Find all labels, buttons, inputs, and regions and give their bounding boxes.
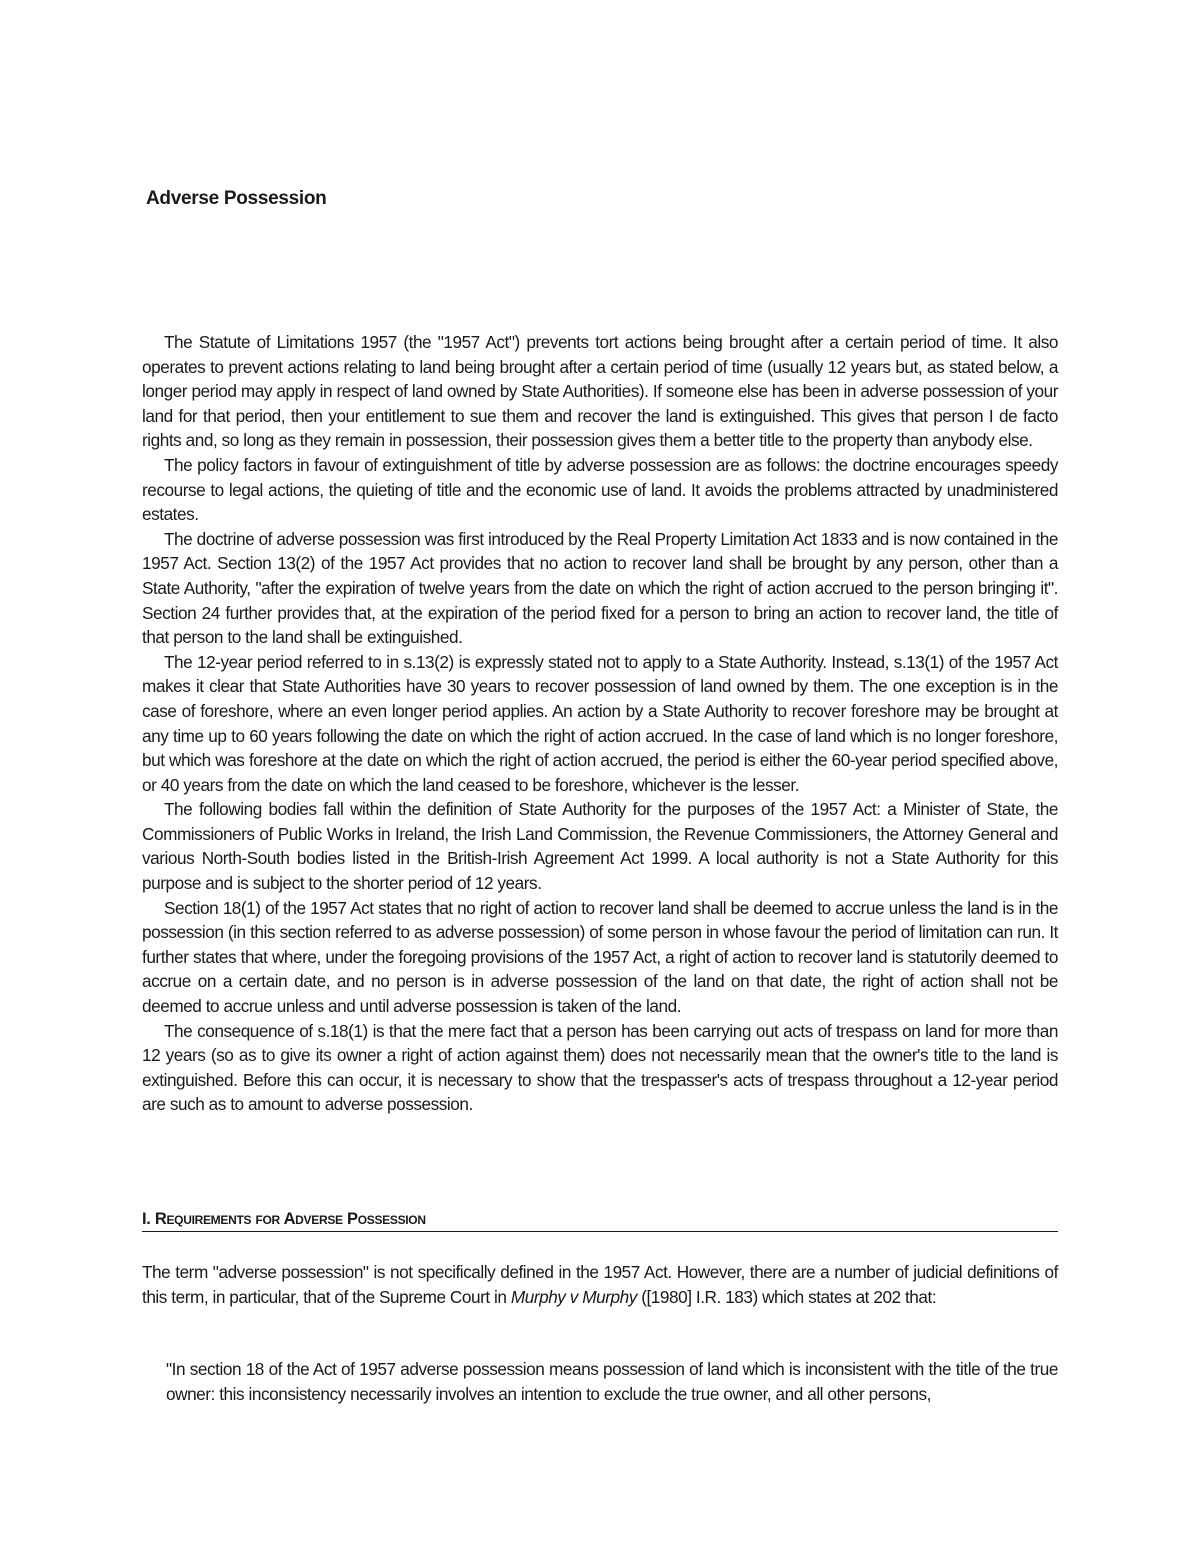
section-heading: I. Requirements for Adverse Possession <box>142 1210 1058 1232</box>
section-intro-paragraph <box>142 1260 1058 1309</box>
paragraph: The Statute of Limitations 1957 (the "1957 Act") prevents tort actions being brought after a certain period of time. It also operates to prevent actions relating to land being brought after a certain period of time (usually 12 years but, as stated below, a longer period may apply in respect of land owned by State Authorities). If someone else has been in adverse possession of your land for that period, then your entitlement to sue them and recover the land is extinguished. This gives that person I de facto rights and, so long as they remain in possession, their possession gives them a better title to the property than anybody else. <box>142 332 1058 451</box>
paragraph: The following bodies fall within the definition of State Authority for the purposes of the 1957 Act: a Minister of State, the Commissioners of Public Works in Ireland, the Irish Land Commission, the Revenue Commissioners, the Attorney General and various North-South bodies listed in the British-Irish Agreement Act 1999. A local authority is not a State Authority for this purpose and is subject to the shorter period of 12 years. <box>142 799 1058 894</box>
document-body <box>142 330 1058 1117</box>
paragraph: The policy factors in favour of extinguishment of title by adverse possession are as follows: the doctrine encourages speedy recourse to legal actions, the quieting of title and the economic use of land. It avoids the problems attracted by unadministered estates. <box>142 454 1058 525</box>
page-title: Adverse Possession <box>146 188 327 209</box>
paragraph: The doctrine of adverse possession was first introduced by the Real Property Limitation Act 1833 and is now contained in the 1957 Act. Section 13(2) of the 1957 Act provides that no action to recover land shall be brought by any person, other than a State Authority, "after the expiration of twelve years from the date on which the right of action accrued to the person bringing it". Section 24 further provides that, at the expiration of the period fixed for a person to bring an action to recover land, the title of that person to the land shall be extinguished. <box>142 528 1058 648</box>
section-intro-text: The term "adverse possession" is not specifically defined in the 1957 Act. However, there are a number of judicial definitions of this term, in particular, that of the Supreme Court in <box>142 1262 1058 1307</box>
paragraph: Section 18(1) of the 1957 Act states that no right of action to recover land shall be deemed to accrue unless the land is in the possession (in this section referred to as adverse possession) of some person in whose favour the period of limitation can run. It further states that where, under the foregoing provisions of the 1957 Act, a right of action to recover land is statutorily deemed to accrue on a certain date, and no person is in adverse possession of the land on that date, the right of action shall not be deemed to accrue unless and until adverse possession is taken of the land. <box>142 897 1058 1017</box>
paragraph: The consequence of s.18(1) is that the mere fact that a person has been carrying out acts of trespass on land for more than 12 years (so as to give its owner a right of action against them) does not necessarily mean that the owner's title to the land is extinguished. Before this can occur, it is necessary to show that the trespasser's acts of trespass throughout a 12-year period are such as to amount to adverse possession. <box>142 1020 1058 1115</box>
block-quote: "In section 18 of the Act of 1957 adverse possession means possession of land which is inconsistent with the title of the true owner: this inconsistency necessarily involves an intention to exclude the true owner, and all other persons, <box>166 1359 1058 1404</box>
section-intro-text-end: ([1980] I.R. 183) which states at 202 that: <box>636 1286 937 1307</box>
paragraph: The 12-year period referred to in s.13(2) is expressly stated not to apply to a State Authority. Instead, s.13(1) of the 1957 Act makes it clear that State Authorities have 30 years to recover possession of land owned by them. The one exception is in the case of foreshore, where an even longer period applies. An action by a State Authority to recover foreshore may be brought at any time up to 60 years following the date on which the right of action accrued. In the case of land which is no longer foreshore, but which was foreshore at the date on which the right of action accrued, the period is either the 60-year period specified above, or 40 years from the date on which the land ceased to be foreshore, whichever is the lesser. <box>142 651 1058 795</box>
case-name: Murphy v Murphy <box>510 1286 637 1307</box>
